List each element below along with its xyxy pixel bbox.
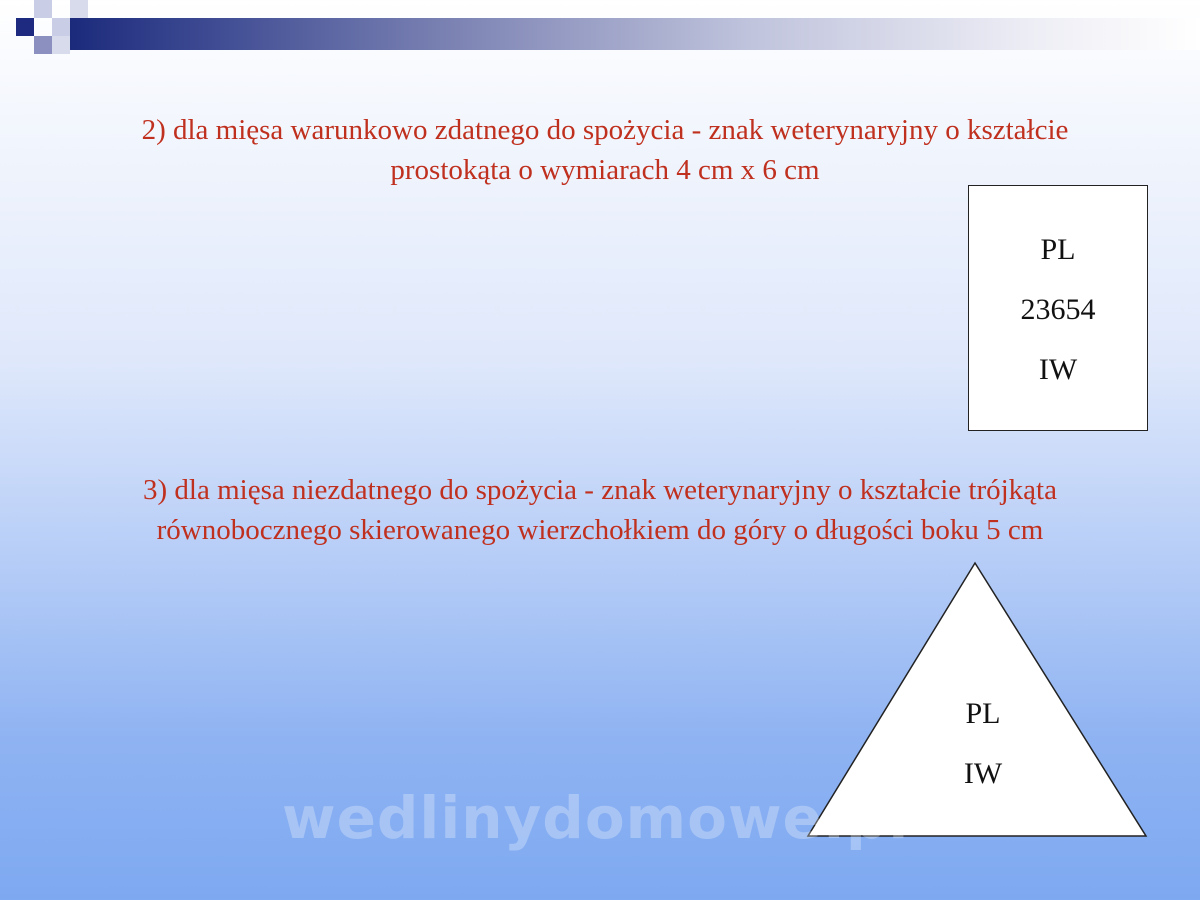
- paragraph-line: prostokąta o wymiarach 4 cm x 6 cm: [390, 154, 820, 186]
- header-square-decoration: [52, 36, 70, 54]
- rectangle-veterinary-mark: [968, 185, 1148, 431]
- header-square-decoration: [52, 18, 70, 36]
- header-square-decoration: [70, 0, 88, 18]
- paragraph-unfit-meat: [0, 470, 1200, 550]
- paragraph-line: 2) dla mięsa warunkowo zdatnego do spożycia - znak weterynaryjny o kształcie: [141, 114, 1069, 146]
- mark-country-code: PL: [1040, 233, 1076, 266]
- triangle-inspection-code: IW: [963, 757, 1003, 790]
- paragraph-conditionally-fit-meat: [5, 110, 1200, 190]
- mark-plant-number: 23654: [1020, 293, 1096, 326]
- header-square-decoration: [16, 18, 34, 36]
- triangle-country-code: PL: [965, 697, 1001, 730]
- paragraph-line: 3) dla mięsa niezdatnego do spożycia - znak weterynaryjny o kształcie trójkąta: [143, 474, 1057, 506]
- header-gradient-bar: [70, 18, 1200, 50]
- mark-inspection-code: IW: [1038, 353, 1078, 386]
- watermark: wedlinydomowe.pl: [282, 784, 910, 852]
- header-square-decoration: [34, 0, 52, 18]
- header-square-decoration: [34, 36, 52, 54]
- paragraph-line: równobocznego skierowanego wierzchołkiem do góry o długości boku 5 cm: [156, 514, 1044, 546]
